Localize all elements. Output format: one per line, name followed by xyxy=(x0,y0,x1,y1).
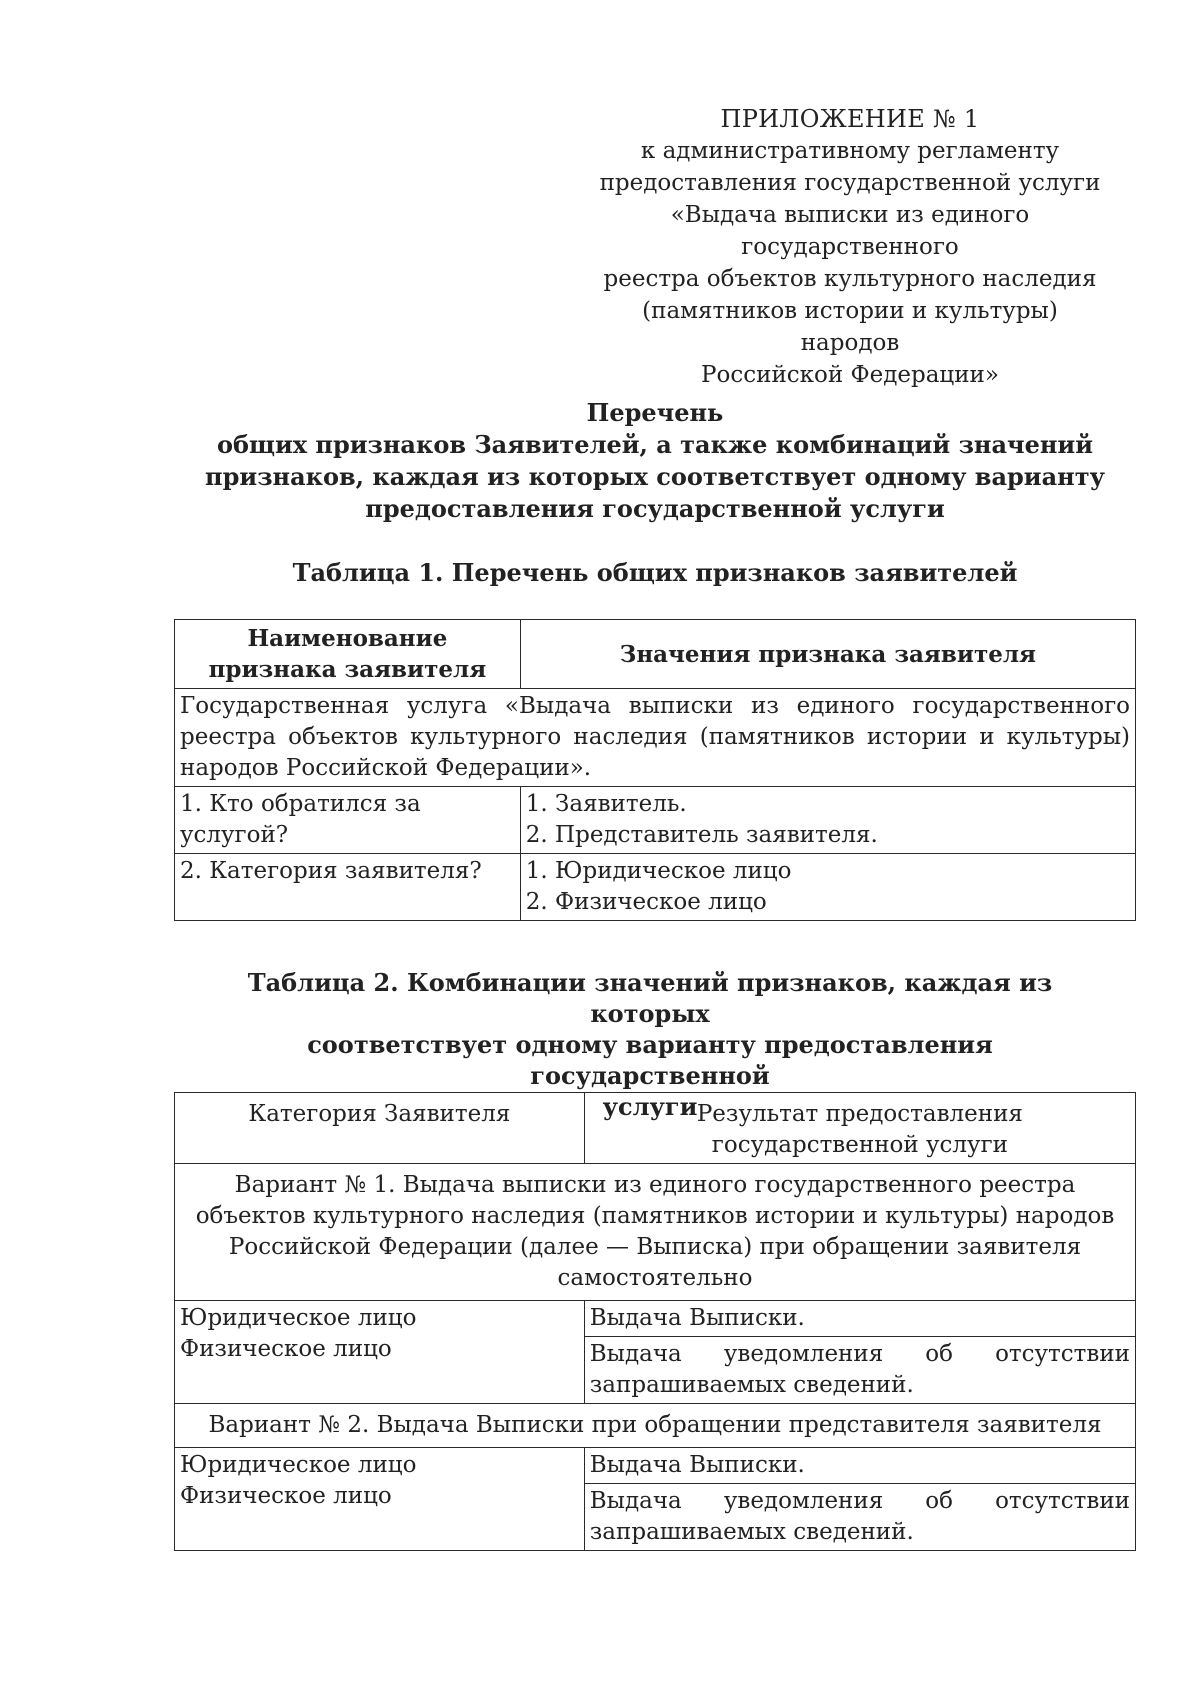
feature-value: 2. Представитель заявителя. xyxy=(525,822,878,848)
table1-caption xyxy=(160,557,1150,588)
table1-feature-values xyxy=(520,787,1135,854)
appendix-line: предоставления государственной услуги xyxy=(599,170,1101,196)
feature-value: 1. Заявитель. xyxy=(525,791,687,817)
table2-variant-row xyxy=(175,1404,1136,1448)
table-row xyxy=(175,787,1136,854)
feature-value: 1. Юридическое лицо xyxy=(525,858,792,884)
variant-result: Выдача уведомления об отсутствии запрашиваемых сведений. xyxy=(584,1337,1135,1404)
category-item: Физическое лицо xyxy=(180,1336,392,1362)
table2-header-row xyxy=(175,1093,1136,1164)
category-item: Физическое лицо xyxy=(180,1483,392,1509)
table1-header-name: Наименование признака заявителя xyxy=(175,620,521,689)
table1-caption-text: Таблица 1. Перечень общих признаков заявителей xyxy=(292,558,1018,587)
variant-categories xyxy=(175,1448,585,1551)
variant-result: Выдача уведомления об отсутствии запрашиваемых сведений. xyxy=(584,1484,1135,1551)
heading-line: общих признаков Заявителей, а также комбинаций значений xyxy=(216,430,1094,459)
table1-service-cell: Государственная услуга «Выдача выписки из единого государственного реестра объектов культурного наследия (памятников истории и культуры) народов Российской Федерации». xyxy=(175,689,1136,787)
table1-feature-name: 2. Категория заявителя? xyxy=(175,854,521,921)
table1-feature-values xyxy=(520,854,1135,921)
category-item: Юридическое лицо xyxy=(180,1452,417,1478)
table2-caption-line: соответствует одному варианту предоставления государственной xyxy=(307,1030,993,1090)
table1-header-row xyxy=(175,620,1136,689)
heading-line: признаков, каждая из которых соответствует одному варианту xyxy=(205,462,1105,491)
feature-value: 2. Физическое лицо xyxy=(525,889,767,915)
variant-title: Вариант № 2. Выдача Выписки при обращении представителя заявителя xyxy=(175,1404,1136,1448)
table2-feature-combinations xyxy=(174,1092,1136,1551)
appendix-line: Российской Федерации» xyxy=(701,362,999,388)
appendix-line: «Выдача выписки из единого xyxy=(670,202,1030,228)
heading-line: предоставления государственной услуги xyxy=(365,494,945,523)
category-item: Юридическое лицо xyxy=(180,1305,417,1331)
variant-result: Выдача Выписки. xyxy=(584,1301,1135,1337)
table-row xyxy=(175,854,1136,921)
appendix-line: реестра объектов культурного наследия xyxy=(603,266,1097,292)
table1-applicant-features xyxy=(174,619,1136,921)
variant-categories xyxy=(175,1301,585,1404)
variant-title: Вариант № 1. Выдача выписки из единого государственного реестра объектов культурного наследия (памятников истории и культуры) народов Российской Федерации (далее — Выписка) при обращении заявителя самостоятельно xyxy=(175,1164,1136,1301)
table2-header-result: Результат предоставления государственной услуги xyxy=(584,1093,1135,1164)
table1-header-values: Значения признака заявителя xyxy=(520,620,1135,689)
appendix-line: к административному регламенту xyxy=(640,138,1060,164)
heading-line: Перечень xyxy=(586,398,724,427)
table1-feature-name: 1. Кто обратился за услугой? xyxy=(175,787,521,854)
table2-variant-row xyxy=(175,1164,1136,1301)
table2-caption-line: Таблица 2. Комбинации значений признаков, каждая из которых xyxy=(247,968,1053,1028)
document-heading xyxy=(160,397,1150,525)
table2-header-category: Категория Заявителя xyxy=(175,1093,585,1164)
table2-caption-line: услуги xyxy=(602,1092,698,1121)
appendix-line: государственного xyxy=(741,234,959,260)
variant-result: Выдача Выписки. xyxy=(584,1448,1135,1484)
table-row xyxy=(175,1448,1136,1484)
table-row xyxy=(175,1301,1136,1337)
appendix-line: (памятников истории и культуры) народов xyxy=(642,298,1058,356)
appendix-title: ПРИЛОЖЕНИЕ № 1 xyxy=(720,105,980,133)
appendix-header xyxy=(590,103,1110,391)
table1-service-row xyxy=(175,689,1136,787)
